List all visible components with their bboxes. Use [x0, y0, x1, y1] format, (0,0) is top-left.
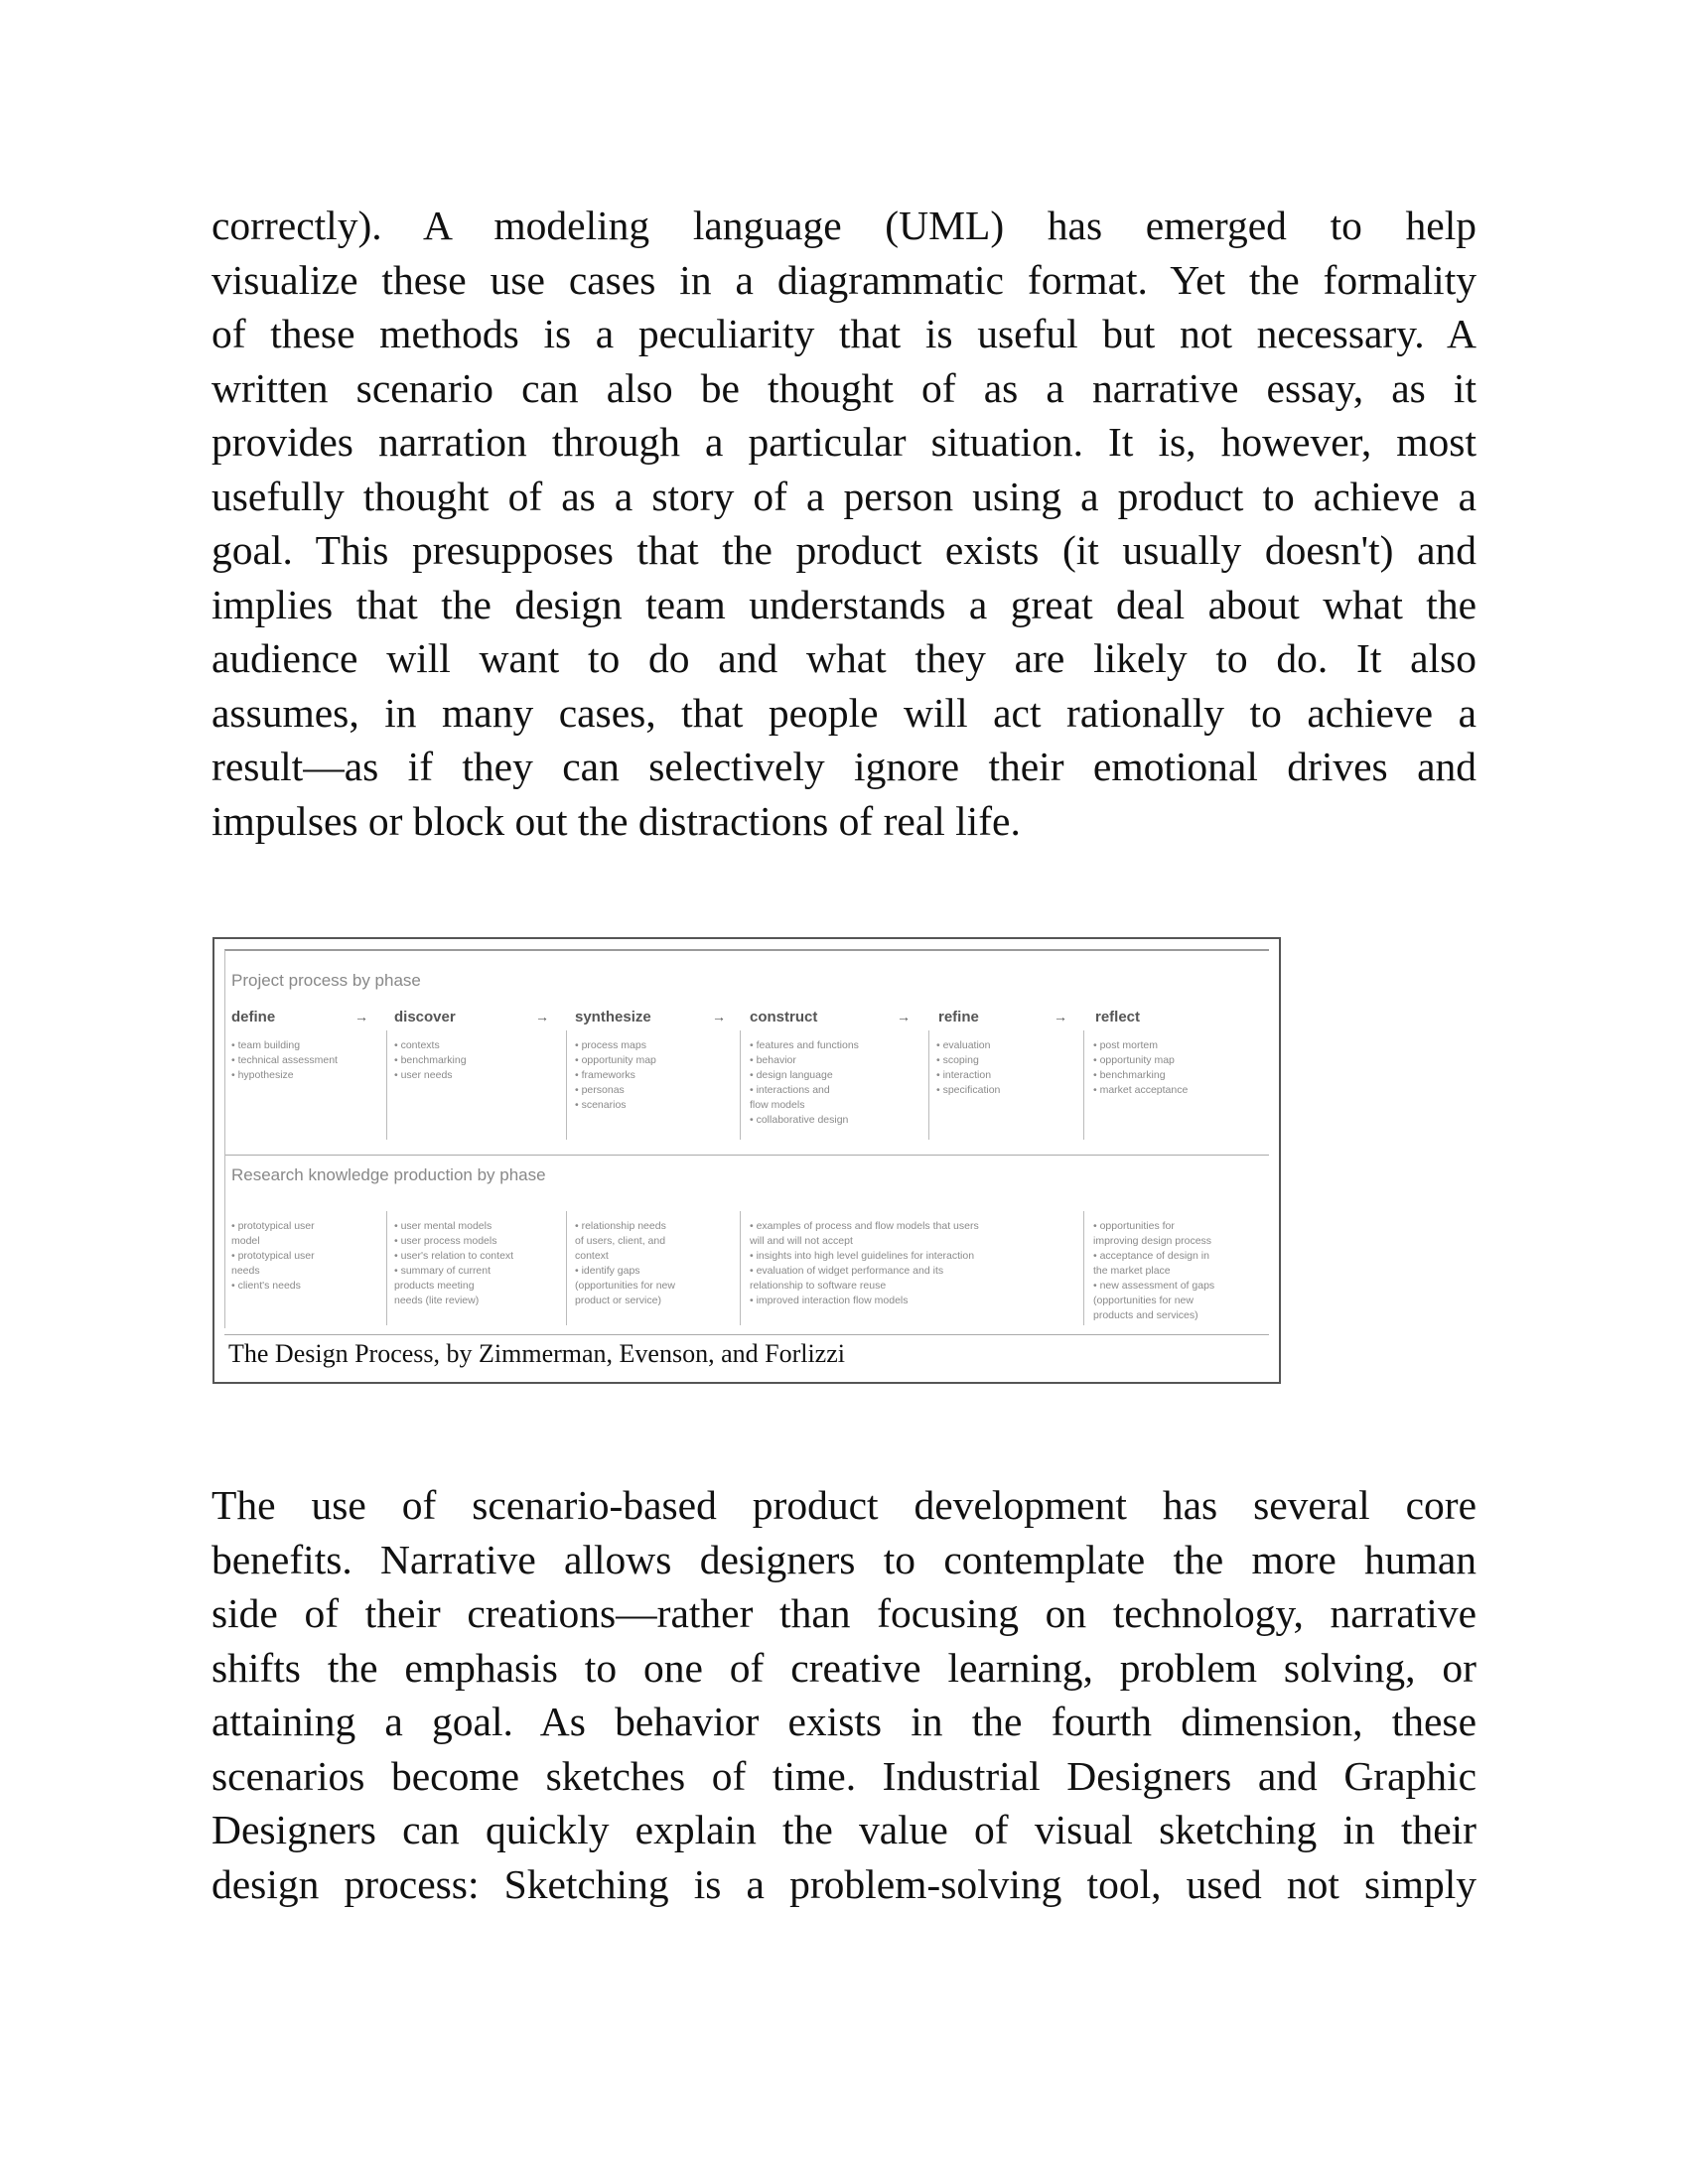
list-item: • user's relation to context — [394, 1250, 514, 1262]
text-line: The use of scenario-based product development has several core — [211, 1482, 1477, 1528]
figure-caption: The Design Process, by Zimmerman, Evenson, and Forlizzi — [224, 1334, 1269, 1373]
list-item: relationship to software reuse — [750, 1280, 887, 1292]
list-item: • benchmarking — [394, 1054, 467, 1066]
phase-discover: discover — [394, 1009, 456, 1025]
text-line: side of their creations—rather than focusing on technology, narrative — [211, 1590, 1477, 1636]
arrow-icon: → — [712, 1009, 726, 1024]
text-line: written scenario can also be thought of as a narrative essay, as it — [211, 364, 1477, 411]
list-item: of users, client, and — [575, 1235, 666, 1247]
list-item: • relationship needs — [575, 1220, 666, 1232]
divider — [386, 1030, 387, 1140]
text-line: assumes, in many cases, that people will act rationally to achieve a — [211, 689, 1477, 736]
text-line: goal. This presupposes that the product exists (it usually doesn't) and — [211, 527, 1477, 573]
list-item: (opportunities for new — [575, 1280, 675, 1292]
text-line: Designers can quickly explain the value of visual sketching in their — [211, 1807, 1477, 1852]
list-item: improving design process — [1093, 1235, 1212, 1247]
list-item: • user mental models — [394, 1220, 492, 1232]
list-item: • scenarios — [575, 1099, 627, 1111]
list-item: • prototypical user — [231, 1250, 315, 1262]
list-item: • behavior — [750, 1054, 796, 1066]
phase-reflect: reflect — [1095, 1009, 1141, 1025]
list-item: context — [575, 1250, 609, 1262]
figure-diagram — [224, 949, 1269, 1328]
design-process-figure — [212, 937, 1281, 1384]
list-item: • design language — [750, 1069, 833, 1081]
list-item: • interactions and — [750, 1084, 830, 1096]
list-item: products and services) — [1093, 1309, 1198, 1321]
list-item: • opportunity map — [1093, 1054, 1175, 1066]
text-line: design process: Sketching is a problem-solving tool, used not simply — [211, 1860, 1477, 1907]
list-item: (opportunities for new — [1093, 1295, 1194, 1306]
phase-define: define — [231, 1009, 276, 1025]
divider — [386, 1211, 387, 1325]
text-line: attaining a goal. As behavior exists in the fourth dimension, these — [211, 1699, 1477, 1744]
text-line: audience will want to do and what they are likely to do. It also — [211, 635, 1477, 681]
phase-items-synthesize — [575, 1038, 656, 1113]
list-item: • opportunity map — [575, 1054, 656, 1066]
text-line: shifts the emphasis to one of creative learning, problem solving, or — [211, 1644, 1477, 1691]
research-items-col-5 — [1093, 1219, 1214, 1323]
list-item: • prototypical user — [231, 1220, 315, 1232]
list-item: • new assessment of gaps — [1093, 1280, 1215, 1292]
list-item: • personas — [575, 1084, 625, 1096]
list-item: • scoping — [936, 1054, 979, 1066]
list-item: model — [231, 1235, 260, 1247]
divider — [740, 1211, 741, 1325]
list-item: • user needs — [394, 1069, 453, 1081]
section-title-project-process: Project process by phase — [231, 971, 421, 990]
divider — [1083, 1030, 1084, 1140]
list-item: • market acceptance — [1093, 1084, 1189, 1096]
research-items-col-3 — [575, 1219, 675, 1308]
list-item: • frameworks — [575, 1069, 635, 1081]
research-items-col-4 — [750, 1219, 979, 1308]
list-item: • insights into high level guidelines for interaction — [750, 1250, 975, 1262]
list-item: • process maps — [575, 1039, 646, 1051]
list-item: • features and functions — [750, 1039, 859, 1051]
text-line: result—as if they can selectively ignore their emotional drives and — [211, 744, 1477, 789]
arrow-icon: → — [897, 1009, 911, 1024]
list-item: • examples of process and flow models that users — [750, 1220, 979, 1232]
divider — [740, 1030, 741, 1140]
list-item: • contexts — [394, 1039, 440, 1051]
list-item: • specification — [936, 1084, 1001, 1096]
arrow-icon: → — [354, 1009, 368, 1024]
list-item: • opportunities for — [1093, 1220, 1175, 1232]
text-line: implies that the design team understands a great deal about what the — [211, 581, 1477, 627]
text-line: correctly). A modeling language (UML) has emerged to help — [211, 203, 1477, 248]
list-item: • benchmarking — [1093, 1069, 1166, 1081]
list-item: • client's needs — [231, 1280, 301, 1292]
list-item: flow models — [750, 1099, 805, 1111]
phase-header-row — [231, 1009, 1269, 1028]
list-item: • interaction — [936, 1069, 992, 1081]
list-item: product or service) — [575, 1295, 661, 1306]
list-item: • user process models — [394, 1235, 497, 1247]
list-item: • evaluation — [936, 1039, 991, 1051]
list-item: • collaborative design — [750, 1114, 849, 1126]
list-item: will and will not accept — [750, 1235, 853, 1247]
phase-refine: refine — [938, 1009, 979, 1025]
list-item: • improved interaction flow models — [750, 1295, 909, 1306]
arrow-icon: → — [1054, 1009, 1067, 1024]
phase-items-construct — [750, 1038, 859, 1128]
list-item: • technical assessment — [231, 1054, 338, 1066]
phase-synthesize: synthesize — [575, 1009, 651, 1025]
list-item: • acceptance of design in — [1093, 1250, 1209, 1262]
list-item: products meeting — [394, 1280, 475, 1292]
text-line: benefits. Narrative allows designers to contemplate the more human — [211, 1536, 1477, 1582]
list-item: • team building — [231, 1039, 301, 1051]
phase-construct: construct — [750, 1009, 818, 1025]
text-line: provides narration through a particular situation. It is, however, most — [211, 419, 1477, 465]
arrow-icon: → — [535, 1009, 549, 1024]
text-line: scenarios become sketches of time. Industrial Designers and Graphic — [211, 1752, 1477, 1799]
list-item: needs — [231, 1265, 260, 1277]
divider — [566, 1211, 567, 1325]
section-title-research-knowledge: Research knowledge production by phase — [231, 1165, 546, 1184]
body-paragraph-2 — [211, 1478, 1477, 1911]
phase-items-refine — [936, 1038, 1000, 1098]
list-item: the market place — [1093, 1265, 1171, 1277]
divider — [566, 1030, 567, 1140]
list-item: needs (lite review) — [394, 1295, 480, 1306]
text-line: impulses or block out the distractions of real life. — [211, 797, 1021, 844]
list-item: • summary of current — [394, 1265, 492, 1277]
section-divider — [225, 1155, 1269, 1156]
divider — [928, 1030, 929, 1140]
text-line: visualize these use cases in a diagrammatic format. Yet the formality — [211, 256, 1477, 303]
list-item: • evaluation of widget performance and its — [750, 1265, 944, 1277]
divider — [1083, 1211, 1084, 1325]
list-item: • identify gaps — [575, 1265, 640, 1277]
list-item: • hypothesize — [231, 1069, 294, 1081]
text-line: usefully thought of as a story of a person using a product to achieve a — [211, 473, 1477, 519]
research-items-col-1 — [231, 1219, 315, 1294]
body-paragraph-1 — [211, 199, 1477, 848]
phase-items-define — [231, 1038, 338, 1083]
phase-items-reflect — [1093, 1038, 1188, 1098]
text-line: of these methods is a peculiarity that is useful but not necessary. A — [211, 311, 1477, 356]
research-items-col-2 — [394, 1219, 513, 1308]
phase-items-discover — [394, 1038, 467, 1083]
list-item: • post mortem — [1093, 1039, 1158, 1051]
